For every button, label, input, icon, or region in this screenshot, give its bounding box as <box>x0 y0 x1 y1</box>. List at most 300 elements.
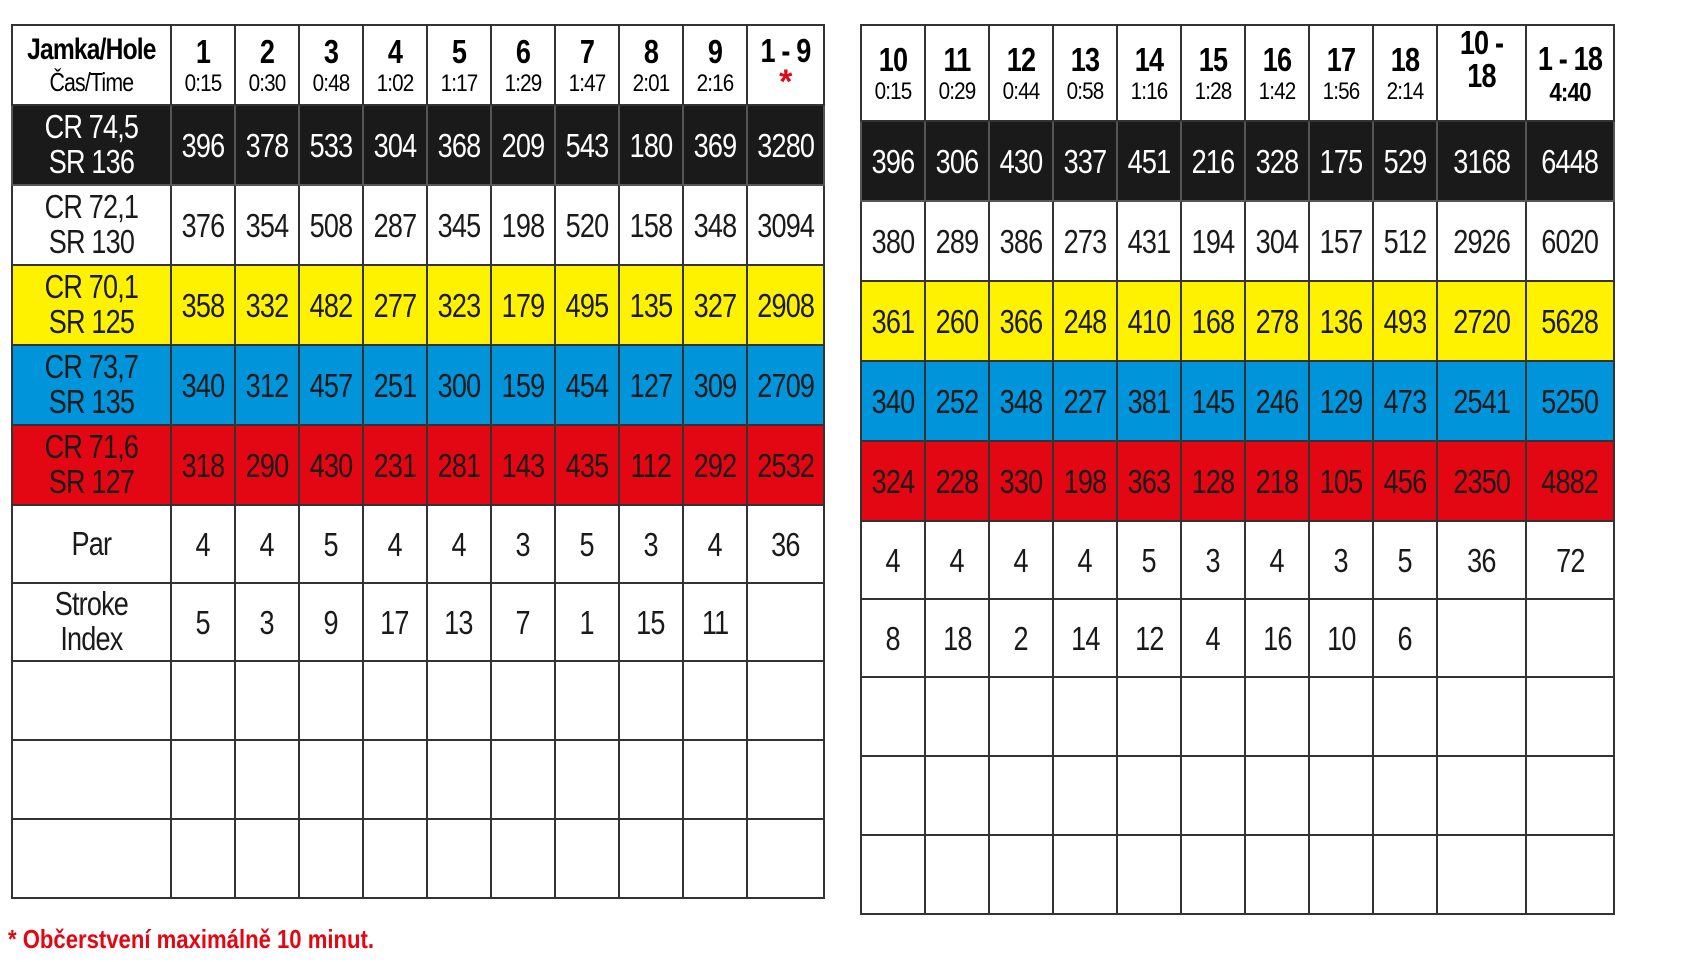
hole-time: 0:30 <box>248 69 286 97</box>
hole-distance <box>363 185 427 265</box>
score-cell <box>989 677 1053 756</box>
score-cell <box>747 740 824 819</box>
slope-rating: SR 135 <box>48 383 135 420</box>
distance-value: 2926 <box>1453 222 1510 260</box>
in-total-label: 10 - 18 <box>1459 25 1504 94</box>
distance-value: 198 <box>501 206 545 244</box>
stroke-index-row <box>12 583 824 661</box>
total-distance <box>1526 441 1614 521</box>
hole-distance <box>1181 201 1245 281</box>
distance-value: 227 <box>1063 382 1107 420</box>
distance-value: 6020 <box>1541 222 1599 260</box>
par-in <box>1437 521 1526 599</box>
distance-value: 380 <box>871 222 915 260</box>
score-cell <box>1053 677 1117 756</box>
hole-time: 0:44 <box>1002 77 1040 105</box>
score-cell <box>1437 835 1526 914</box>
par-number: 36 <box>1467 541 1496 579</box>
score-entry-row <box>861 677 1614 756</box>
stroke-index-value <box>989 599 1053 677</box>
score-cell <box>1117 756 1181 835</box>
distance-value: 2908 <box>756 286 814 324</box>
tee-row-red <box>861 441 1614 521</box>
hole-header-2 <box>235 25 299 105</box>
hole-time: 1:17 <box>440 69 478 97</box>
score-cell <box>491 661 555 740</box>
hole-distance <box>427 345 491 425</box>
tee-label-red <box>12 425 171 505</box>
hole-distance <box>299 425 363 505</box>
stroke-index-total <box>1526 599 1614 677</box>
stroke-index-number: 14 <box>1070 619 1100 657</box>
distance-value: 358 <box>181 286 225 324</box>
score-cell <box>427 819 491 898</box>
tee-label-white <box>12 185 171 265</box>
par-row <box>12 505 824 583</box>
hole-number: 18 <box>1390 40 1420 78</box>
hole-time: 1:56 <box>1322 77 1360 105</box>
hole-number: 1 <box>195 32 210 70</box>
stroke-index-label <box>12 583 171 661</box>
score-cell <box>235 661 299 740</box>
tee-row-yellow <box>861 281 1614 361</box>
distance-value: 289 <box>935 222 979 260</box>
par-number: 3 <box>515 525 530 563</box>
hole-distance <box>683 265 747 345</box>
hole-distance <box>171 425 235 505</box>
distance-value: 361 <box>871 302 915 340</box>
hole-time: 2:16 <box>696 69 734 97</box>
stroke-index-number: 9 <box>323 603 338 641</box>
score-cell <box>747 661 824 740</box>
par-value <box>683 505 747 583</box>
stroke-index-number: 3 <box>259 603 274 641</box>
hole-distance <box>491 345 555 425</box>
score-cell <box>12 819 171 898</box>
par-value <box>1309 521 1373 599</box>
hole-time: 0:48 <box>312 69 350 97</box>
distance-value: 273 <box>1063 222 1107 260</box>
hole-time: 1:42 <box>1258 77 1296 105</box>
hole-distance <box>555 185 619 265</box>
par-row <box>861 521 1614 599</box>
stroke-index-number: 10 <box>1326 619 1356 657</box>
stroke-index-row <box>861 599 1614 677</box>
distance-value: 128 <box>1191 462 1235 500</box>
hole-header-10 <box>861 25 925 121</box>
par-value <box>363 505 427 583</box>
hole-number: 8 <box>643 32 658 70</box>
hole-distance <box>925 201 989 281</box>
hole-number: 4 <box>387 32 402 70</box>
distance-value: 512 <box>1383 222 1427 260</box>
distance-value: 198 <box>1063 462 1107 500</box>
distance-value: 529 <box>1383 142 1427 180</box>
score-cell <box>1309 835 1373 914</box>
distance-value: 431 <box>1127 222 1171 260</box>
tee-row-black <box>12 105 824 185</box>
score-cell <box>925 756 989 835</box>
score-cell <box>1373 756 1437 835</box>
stroke-index-value <box>171 583 235 661</box>
hole-time: 1:02 <box>376 69 414 97</box>
out-distance <box>747 185 824 265</box>
course-rating: CR 74,5 <box>44 108 139 146</box>
distance-value: 327 <box>693 286 737 324</box>
par-value <box>171 505 235 583</box>
par-number: 4 <box>949 541 965 579</box>
hole-distance <box>555 105 619 185</box>
hole-distance <box>363 105 427 185</box>
par-value <box>1117 521 1181 599</box>
out-distance <box>747 105 824 185</box>
distance-value: 309 <box>693 366 737 404</box>
stroke-index-value <box>1309 599 1373 677</box>
distance-value: 3168 <box>1453 142 1510 180</box>
hole-distance <box>989 361 1053 441</box>
stroke-index-value <box>235 583 299 661</box>
hole-header-12 <box>989 25 1053 121</box>
par-number: 4 <box>259 525 274 563</box>
score-cell <box>619 661 683 740</box>
score-cell <box>1245 835 1309 914</box>
distance-value: 410 <box>1127 302 1171 340</box>
par-value <box>235 505 299 583</box>
par-number: 3 <box>1333 541 1349 579</box>
hole-distance <box>363 345 427 425</box>
score-cell <box>363 819 427 898</box>
score-cell <box>683 740 747 819</box>
distance-value: 251 <box>373 366 417 404</box>
hole-distance <box>299 105 363 185</box>
hole-distance <box>235 185 299 265</box>
hole-header-4 <box>363 25 427 105</box>
hole-time: 1:29 <box>504 69 542 97</box>
score-cell <box>235 740 299 819</box>
score-cell <box>683 661 747 740</box>
out-distance <box>747 425 824 505</box>
distance-value: 312 <box>245 366 289 404</box>
hole-header-7 <box>555 25 619 105</box>
distance-value: 287 <box>373 206 417 244</box>
score-entry-row <box>12 661 824 740</box>
score-cell <box>363 740 427 819</box>
hole-distance <box>235 105 299 185</box>
score-cell <box>925 835 989 914</box>
hole-distance <box>299 345 363 425</box>
par-number: 4 <box>1077 541 1093 579</box>
hole-number: 11 <box>943 40 971 78</box>
distance-value: 368 <box>437 126 481 164</box>
refreshment-footnote: * Občerstvení maximálně 10 minut. <box>8 924 375 954</box>
hole-number: 3 <box>323 32 338 70</box>
distance-value: 292 <box>693 446 737 484</box>
stroke-index-value <box>299 583 363 661</box>
distance-value: 323 <box>437 286 481 324</box>
par-number: 3 <box>643 525 658 563</box>
hole-distance <box>1053 361 1117 441</box>
distance-value: 369 <box>693 126 737 164</box>
hole-number: 17 <box>1326 40 1356 78</box>
score-cell <box>555 661 619 740</box>
stroke-index-number: 5 <box>195 603 210 641</box>
tee-row-blue <box>12 345 824 425</box>
score-cell <box>427 740 491 819</box>
par-number: 5 <box>579 525 594 563</box>
hole-distance <box>555 265 619 345</box>
hole-time: 0:58 <box>1066 77 1104 105</box>
score-cell <box>1526 756 1614 835</box>
score-cell <box>1437 677 1526 756</box>
hole-distance <box>1373 201 1437 281</box>
hole-distance <box>299 185 363 265</box>
hole-distance <box>363 265 427 345</box>
stroke-index-number: 16 <box>1262 619 1292 657</box>
distance-value: 337 <box>1063 142 1107 180</box>
stroke-index-in <box>1437 599 1526 677</box>
score-cell <box>1309 756 1373 835</box>
par-total <box>1526 521 1614 599</box>
hole-distance <box>555 425 619 505</box>
distance-value: 332 <box>245 286 289 324</box>
hole-distance <box>1309 201 1373 281</box>
hole-distance <box>619 105 683 185</box>
hole-distance <box>235 425 299 505</box>
hole-header-18 <box>1373 25 1437 121</box>
distance-value: 2350 <box>1453 462 1510 500</box>
distance-value: 495 <box>565 286 609 324</box>
stroke-index-number: 7 <box>515 603 530 641</box>
tee-label-black <box>12 105 171 185</box>
hole-number: 10 <box>878 40 908 78</box>
hole-distance <box>1245 441 1309 521</box>
hole-distance <box>1309 441 1373 521</box>
hole-distance <box>427 265 491 345</box>
score-cell <box>1053 756 1117 835</box>
par-label-text: Par <box>71 524 112 562</box>
distance-value: 175 <box>1319 142 1363 180</box>
score-cell <box>861 756 925 835</box>
hole-distance <box>989 281 1053 361</box>
in-distance <box>1437 361 1526 441</box>
stroke-index-number: 2 <box>1013 619 1029 657</box>
hole-number: 15 <box>1198 40 1228 78</box>
hole-header-17 <box>1309 25 1373 121</box>
hole-distance <box>683 185 747 265</box>
distance-value: 157 <box>1319 222 1363 260</box>
score-cell <box>1181 835 1245 914</box>
distance-value: 194 <box>1191 222 1235 260</box>
par-number: 4 <box>451 525 466 563</box>
distance-value: 136 <box>1319 302 1363 340</box>
distance-value: 363 <box>1127 462 1171 500</box>
header-row <box>861 25 1614 121</box>
distance-value: 430 <box>309 446 353 484</box>
hole-distance <box>1373 121 1437 201</box>
score-cell <box>1309 677 1373 756</box>
hole-distance <box>427 105 491 185</box>
distance-value: 5628 <box>1541 302 1599 340</box>
hole-time: 0:15 <box>874 77 912 105</box>
stroke-index-value <box>683 583 747 661</box>
grand-total-time: 4:40 <box>1549 76 1591 107</box>
stroke-index-number: 18 <box>942 619 972 657</box>
hole-distance <box>1117 121 1181 201</box>
distance-value: 290 <box>245 446 289 484</box>
hole-distance <box>235 265 299 345</box>
par-number: 5 <box>1141 541 1157 579</box>
hole-distance <box>1373 361 1437 441</box>
hole-number: 12 <box>1006 40 1036 78</box>
distance-value: 3094 <box>756 206 814 244</box>
stroke-index-value <box>861 599 925 677</box>
hole-time: 0:29 <box>938 77 976 105</box>
hole-distance <box>427 425 491 505</box>
tee-row-white <box>861 201 1614 281</box>
hole-distance <box>299 265 363 345</box>
stroke-index-number: 4 <box>1205 619 1221 657</box>
hole-header-5 <box>427 25 491 105</box>
stroke-label: Stroke <box>54 585 129 623</box>
stroke-index-value <box>555 583 619 661</box>
distance-value: 4882 <box>1541 462 1599 500</box>
par-number: 5 <box>1397 541 1413 579</box>
par-number: 4 <box>1269 541 1285 579</box>
distance-value: 278 <box>1255 302 1299 340</box>
hole-distance <box>1373 441 1437 521</box>
hole-header-14 <box>1117 25 1181 121</box>
course-rating: CR 70,1 <box>44 268 139 306</box>
score-cell <box>619 819 683 898</box>
hole-header-8 <box>619 25 683 105</box>
stroke-index-value <box>925 599 989 677</box>
hole-header-6 <box>491 25 555 105</box>
par-number: 4 <box>1013 541 1029 579</box>
index-label: Index <box>60 620 123 657</box>
score-cell <box>1117 677 1181 756</box>
distance-value: 396 <box>181 126 225 164</box>
slope-rating: SR 130 <box>48 223 135 260</box>
slope-rating: SR 127 <box>48 463 135 500</box>
score-entry-row <box>861 756 1614 835</box>
stroke-index-out <box>747 583 824 661</box>
distance-value: 381 <box>1127 382 1171 420</box>
distance-value: 324 <box>871 462 915 500</box>
hole-distance <box>861 441 925 521</box>
hole-number: 13 <box>1070 40 1100 78</box>
stroke-index-value <box>1181 599 1245 677</box>
distance-value: 180 <box>629 126 673 164</box>
stroke-index-value <box>1245 599 1309 677</box>
hole-number: 7 <box>579 32 594 70</box>
distance-value: 209 <box>501 126 545 164</box>
slope-rating: SR 125 <box>48 303 135 340</box>
out-total-label: 1 - 9 <box>760 31 811 69</box>
distance-value: 493 <box>1383 302 1427 340</box>
score-cell <box>427 661 491 740</box>
distance-value: 330 <box>999 462 1043 500</box>
hole-distance <box>1181 121 1245 201</box>
distance-value: 396 <box>871 142 915 180</box>
distance-value: 158 <box>629 206 673 244</box>
total-distance <box>1526 121 1614 201</box>
distance-value: 454 <box>565 366 609 404</box>
hole-header-3 <box>299 25 363 105</box>
par-number: 3 <box>1205 541 1221 579</box>
hole-distance <box>1117 441 1181 521</box>
score-cell <box>925 677 989 756</box>
par-number: 4 <box>387 525 402 563</box>
hole-header-9 <box>683 25 747 105</box>
distance-value: 340 <box>871 382 915 420</box>
score-cell <box>1245 756 1309 835</box>
hole-number: 2 <box>259 32 274 70</box>
distance-value: 304 <box>1255 222 1299 260</box>
stroke-index-value <box>1053 599 1117 677</box>
out-total-header <box>747 25 824 105</box>
score-cell <box>299 819 363 898</box>
par-number: 4 <box>195 525 210 563</box>
hole-distance <box>925 441 989 521</box>
stroke-index-number: 1 <box>579 603 594 641</box>
hole-distance <box>861 201 925 281</box>
stroke-index-number: 8 <box>885 619 901 657</box>
distance-value: 231 <box>373 446 417 484</box>
distance-value: 277 <box>373 286 417 324</box>
front-nine-table <box>11 24 825 899</box>
stroke-index-value <box>619 583 683 661</box>
score-entry-row <box>12 819 824 898</box>
distance-value: 456 <box>1383 462 1427 500</box>
score-cell <box>1373 835 1437 914</box>
grand-total-header <box>1526 25 1614 121</box>
tee-row-yellow <box>12 265 824 345</box>
hole-distance <box>1309 281 1373 361</box>
distance-value: 457 <box>309 366 353 404</box>
distance-value: 348 <box>693 206 737 244</box>
distance-value: 228 <box>935 462 979 500</box>
hole-distance <box>1245 121 1309 201</box>
distance-value: 2532 <box>756 446 814 484</box>
tee-row-red <box>12 425 824 505</box>
course-rating: CR 73,7 <box>44 348 139 386</box>
score-cell <box>491 819 555 898</box>
score-cell <box>299 661 363 740</box>
score-cell <box>1526 835 1614 914</box>
score-cell <box>12 661 171 740</box>
distance-value: 112 <box>630 446 672 484</box>
hole-distance <box>683 105 747 185</box>
par-number: 36 <box>771 525 800 563</box>
par-value <box>1373 521 1437 599</box>
stroke-index-value <box>427 583 491 661</box>
in-distance <box>1437 201 1526 281</box>
hole-distance <box>171 185 235 265</box>
hole-header-1 <box>171 25 235 105</box>
par-value <box>427 505 491 583</box>
in-distance <box>1437 121 1526 201</box>
hole-distance <box>683 425 747 505</box>
distance-value: 533 <box>309 126 353 164</box>
par-value <box>925 521 989 599</box>
distance-value: 135 <box>629 286 673 324</box>
stroke-index-number: 12 <box>1134 619 1164 657</box>
par-out <box>747 505 824 583</box>
distance-value: 376 <box>181 206 225 244</box>
course-rating: CR 72,1 <box>44 188 139 226</box>
hole-distance <box>619 345 683 425</box>
hole-distance <box>171 265 235 345</box>
